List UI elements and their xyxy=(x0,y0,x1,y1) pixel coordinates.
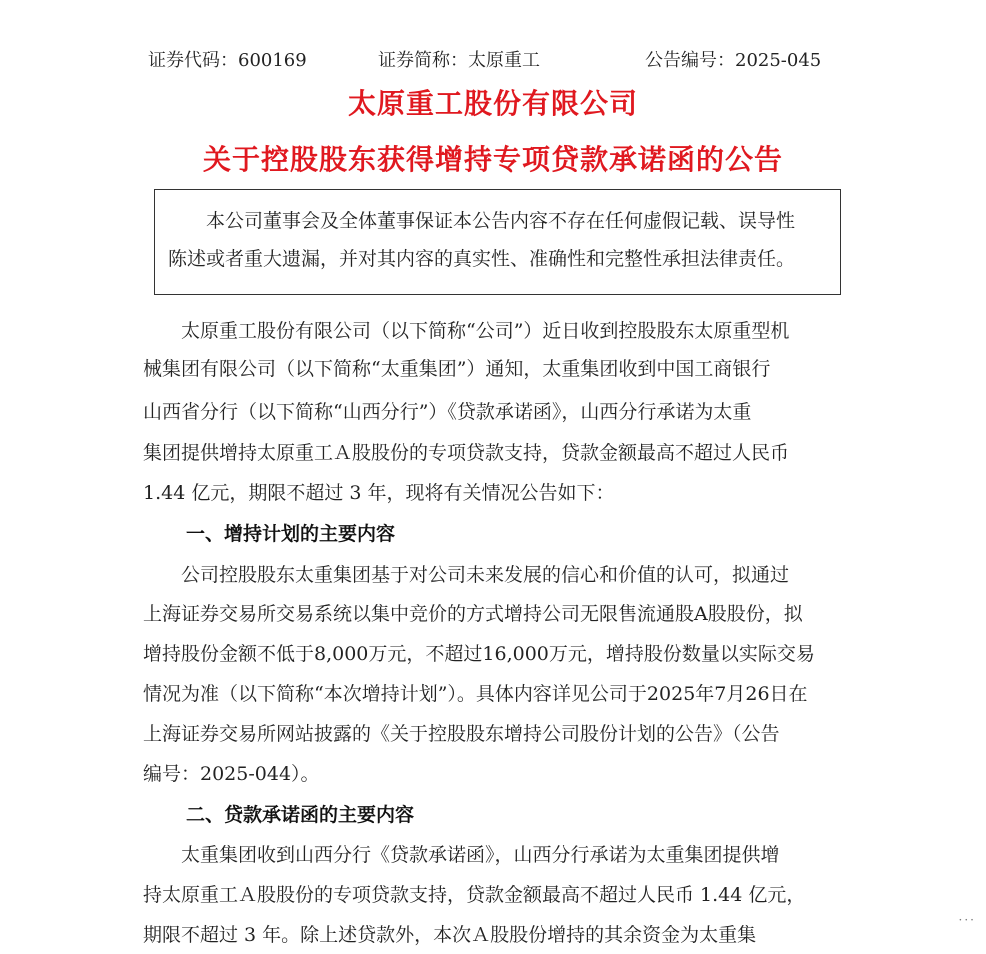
section1-line: 增持股份金额不低于8,000万元，不超过16,000万元，增持股份数量以实际交易 xyxy=(143,643,815,665)
stock-code: 证券代码：600169 xyxy=(148,50,307,71)
intro-line: 1.44 亿元，期限不超过 3 年，现将有关情况公告如下： xyxy=(143,482,615,504)
section-heading: 二、贷款承诺函的主要内容 xyxy=(186,804,415,826)
disclaimer-box xyxy=(154,189,841,295)
section2-line: 期限不超过 3 年。除上述贷款外，本次Ａ股股份增持的其余资金为太重集 xyxy=(143,924,757,946)
intro-line: 械集团有限公司（以下简称“太重集团”）通知，太重集团收到中国工商银行 xyxy=(143,358,771,380)
announcement-title: 关于控股股东获得增持专项贷款承诺函的公告 xyxy=(202,143,783,176)
company-title: 太原重工股份有限公司 xyxy=(347,87,638,120)
section1-line: 编号：2025-044）。 xyxy=(143,763,320,785)
stock-short-name: 证券简称：太原重工 xyxy=(378,50,540,71)
header-row xyxy=(148,49,838,73)
section2-line: 持太原重工Ａ股股份的专项贷款支持，贷款金额最高不超过人民币 1.44 亿元， xyxy=(143,884,806,906)
intro-line: 集团提供增持太原重工Ａ股股份的专项贷款支持，贷款金额最高不超过人民币 xyxy=(143,442,790,464)
notice-number: 公告编号：2025-045 xyxy=(645,50,822,71)
section2-line: 太重集团收到山西分行《贷款承诺函》，山西分行承诺为太重集团提供增 xyxy=(143,844,780,866)
section-heading: 一、增持计划的主要内容 xyxy=(186,523,396,545)
section1-line: 上海证券交易所网站披露的《关于控股股东增持公司股份计划的公告》（公告 xyxy=(143,723,780,745)
section1-line: 情况为准（以下简称“本次增持计划”）。具体内容详见公司于2025年7月26日在 xyxy=(143,683,808,705)
intro-line: 太原重工股份有限公司（以下简称“公司”）近日收到控股股东太原重型机 xyxy=(143,320,790,342)
more-dots-icon[interactable]: ··· xyxy=(958,913,976,927)
disclaimer-line: 陈述或者重大遗漏，并对其内容的真实性、准确性和完整性承担法律责任。 xyxy=(168,248,796,270)
intro-line: 山西省分行（以下简称“山西分行”）《贷款承诺函》，山西分行承诺为太重 xyxy=(143,401,752,423)
disclaimer-line: 本公司董事会及全体董事保证本公告内容不存在任何虚假记载、误导性 xyxy=(206,210,796,232)
section1-line: 公司控股股东太重集团基于对公司未来发展的信心和价值的认可，拟通过 xyxy=(143,564,790,586)
section1-line: 上海证券交易所交易系统以集中竞价的方式增持公司无限售流通股A股股份，拟 xyxy=(143,603,803,625)
